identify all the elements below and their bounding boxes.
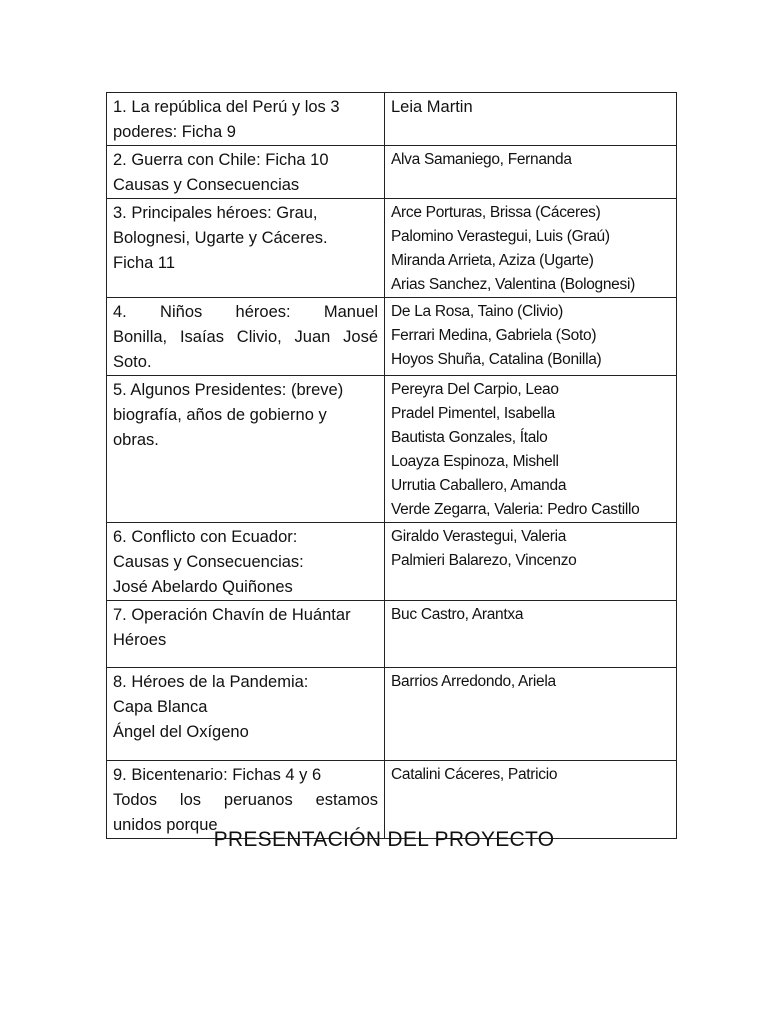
table-row xyxy=(107,93,677,146)
table-row xyxy=(107,601,677,668)
topic-cell xyxy=(107,601,385,668)
topic-cell xyxy=(107,298,385,376)
topic-line: biografía, años de gobierno y xyxy=(113,406,327,424)
student-name: Palmieri Balarezo, Vincenzo xyxy=(391,552,577,569)
student-name: Arce Porturas, Brissa (Cáceres) xyxy=(391,204,601,221)
topic-line: Causas y Consecuencias: xyxy=(113,553,304,571)
student-name: Loayza Espinoza, Mishell xyxy=(391,453,559,470)
table-row xyxy=(107,199,677,298)
names-cell xyxy=(385,601,677,668)
topic-line: Capa Blanca xyxy=(113,698,208,716)
topic-cell xyxy=(107,93,385,146)
topic-line: Ficha 11 xyxy=(113,254,176,272)
student-name: Bautista Gonzales, Ítalo xyxy=(391,429,548,446)
project-title: PRESENTACIÓN DEL PROYECTO xyxy=(213,828,555,851)
topic-cell xyxy=(107,146,385,199)
topic-line: 3. Principales héroes: Grau, xyxy=(113,204,318,222)
topic-line: 6. Conflicto con Ecuador: xyxy=(113,528,298,546)
assignment-table xyxy=(106,92,677,839)
topic-line: obras. xyxy=(113,431,159,449)
student-name: Giraldo Verastegui, Valeria xyxy=(391,528,567,545)
names-cell xyxy=(385,668,677,761)
topic-line: Soto. xyxy=(113,353,152,371)
topic-line: Bolognesi, Ugarte y Cáceres. xyxy=(113,229,328,247)
student-name: Urrutia Caballero, Amanda xyxy=(391,477,567,494)
names-cell xyxy=(385,146,677,199)
names-cell xyxy=(385,93,677,146)
student-name: De La Rosa, Taino (Clivio) xyxy=(391,303,563,320)
topic-line: unidos porque xyxy=(113,816,218,834)
student-name: Pereyra Del Carpio, Leao xyxy=(391,381,559,398)
topic-line: 4. Niños héroes: Manuel xyxy=(113,303,378,321)
student-name: Palomino Verastegui, Luis (Graú) xyxy=(391,228,610,245)
topic-line: Héroes xyxy=(113,631,167,649)
topic-cell xyxy=(107,376,385,523)
student-name: Ferrari Medina, Gabriela (Soto) xyxy=(391,327,597,344)
student-name: Pradel Pimentel, Isabella xyxy=(391,405,555,422)
names-cell xyxy=(385,199,677,298)
student-name: Miranda Arrieta, Aziza (Ugarte) xyxy=(391,252,594,269)
topic-line: 7. Operación Chavín de Huántar xyxy=(113,606,351,624)
topic-cell xyxy=(107,523,385,601)
table-row xyxy=(107,146,677,199)
student-name: Buc Castro, Arantxa xyxy=(391,606,524,623)
table-row xyxy=(107,376,677,523)
topic-line: poderes: Ficha 9 xyxy=(113,123,236,141)
student-name: Arias Sanchez, Valentina (Bolognesi) xyxy=(391,276,635,293)
topic-line: 1. La república del Perú y los 3 xyxy=(113,98,340,116)
student-name: Barrios Arredondo, Ariela xyxy=(391,673,556,690)
table-row xyxy=(107,761,677,839)
topic-line: Bonilla, Isaías Clivio, Juan José xyxy=(113,328,378,346)
table-row xyxy=(107,523,677,601)
names-cell xyxy=(385,523,677,601)
student-name: Catalini Cáceres, Patricio xyxy=(391,766,558,783)
student-name: Verde Zegarra, Valeria: Pedro Castillo xyxy=(391,501,640,518)
names-cell xyxy=(385,376,677,523)
topic-line: José Abelardo Quiñones xyxy=(113,578,293,596)
topic-line: 2. Guerra con Chile: Ficha 10 xyxy=(113,151,329,169)
topic-line: 5. Algunos Presidentes: (breve) xyxy=(113,381,344,399)
student-name: Alva Samaniego, Fernanda xyxy=(391,151,572,168)
names-cell xyxy=(385,761,677,839)
student-name: Leia Martin xyxy=(391,98,473,116)
topic-line: Ángel del Oxígeno xyxy=(113,723,249,741)
topic-line: 9. Bicentenario: Fichas 4 y 6 xyxy=(113,766,322,784)
topic-line: Todos los peruanos estamos xyxy=(113,791,378,809)
topic-cell xyxy=(107,761,385,839)
table-row xyxy=(107,298,677,376)
topic-line: Causas y Consecuencias xyxy=(113,176,300,194)
topic-cell xyxy=(107,199,385,298)
table-row xyxy=(107,668,677,761)
names-cell xyxy=(385,298,677,376)
topic-cell xyxy=(107,668,385,761)
topic-line: 8. Héroes de la Pandemia: xyxy=(113,673,309,691)
student-name: Hoyos Shuña, Catalina (Bonilla) xyxy=(391,351,602,368)
